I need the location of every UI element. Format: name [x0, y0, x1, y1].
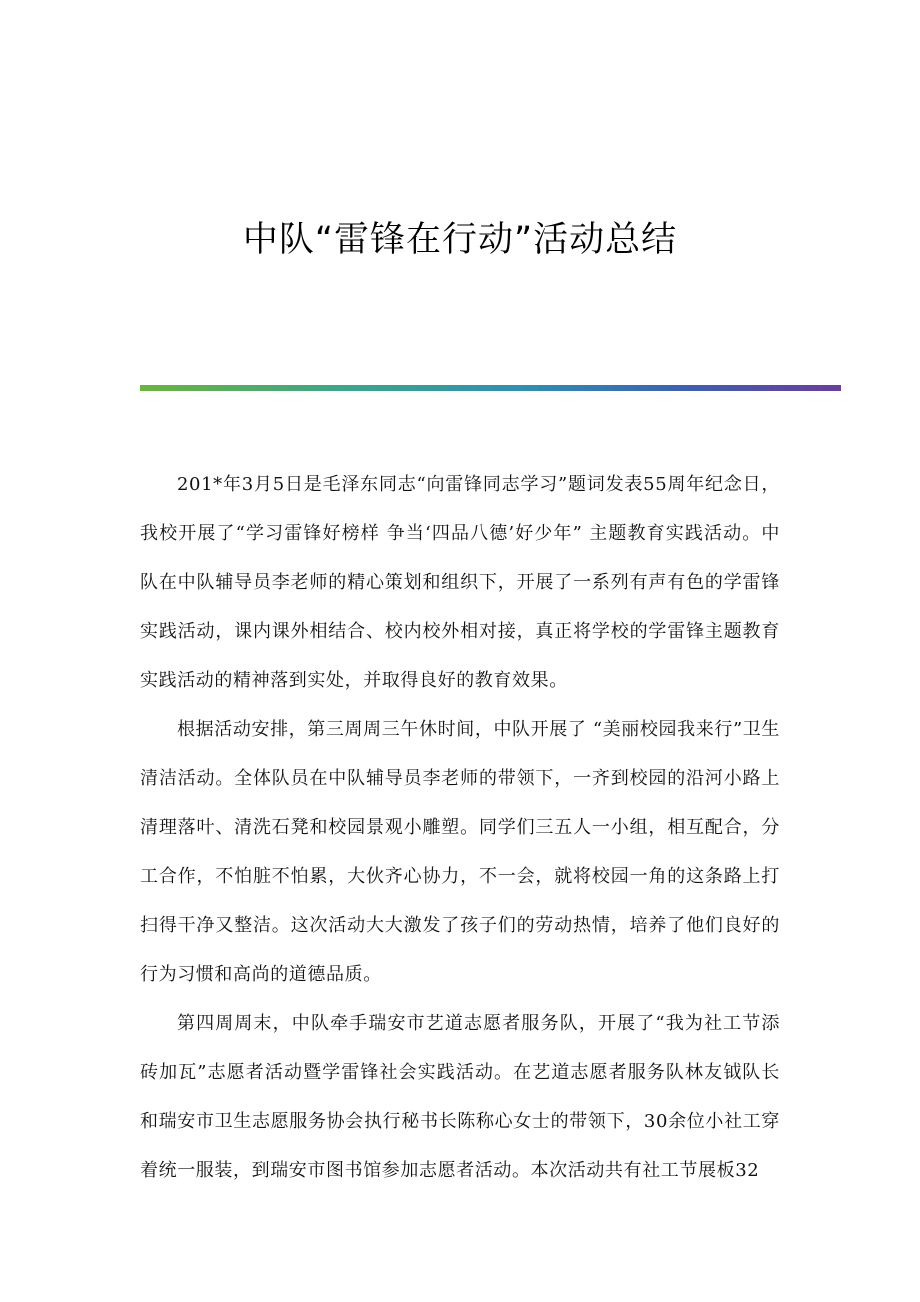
document-title: 中队“雷锋在行动”活动总结 [242, 220, 678, 260]
title-divider [140, 385, 841, 391]
paragraph: 根据活动安排，第三周周三午休时间，中队开展了 “美丽校园我来行”卫生清洁活动。全体队员在中队辅导员李老师的带领下，一齐到校园的沿河小路上清理落叶、清洗石凳和校园景观小雕塑。同学们三五人一小组，相互配合，分工合作，不怕脏不怕累，大伙齐心协力，不一会，就将校园一角的这条路上打扫得干净又整洁。这次活动大大激发了孩子们的劳动热情，培养了他们良好的行为习惯和高尚的道德品质。 [140, 719, 780, 985]
paragraph: 第四周周末，中队牵手瑞安市艺道志愿者服务队，开展了“我为社工节添砖加瓦”志愿者活动暨学雷锋社会实践活动。在艺道志愿者服务队林友钺队长和瑞安市卫生志愿服务协会执行秘书长陈称心女士的带领下，30余位小社工穿着统一服装，到瑞安市图书馆参加志愿者活动。本次活动共有社工节展板32 [140, 1013, 780, 1181]
paragraph: 201*年3月5日是毛泽东同志“向雷锋同志学习”题词发表55周年纪念日，我校开展了“学习雷锋好榜样 争当‘四品八德’好少年” 主题教育实践活动。中队在中队辅导员李老师的精心策划和组织下，开展了一系列有声有色的学雷锋实践活动，课内课外相结合、校内校外相对接，真正将学校的学雷锋主题教育实践活动的精神落到实处，并取得良好的教育效果。 [140, 474, 780, 691]
document-body [140, 460, 780, 1195]
